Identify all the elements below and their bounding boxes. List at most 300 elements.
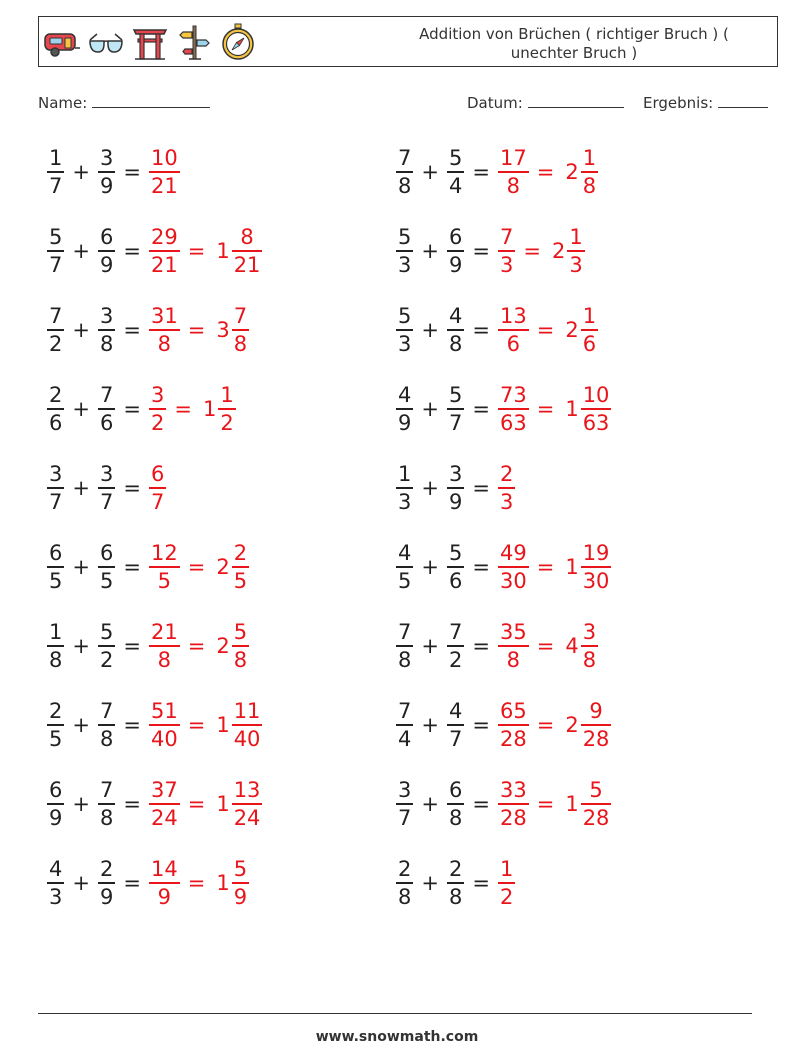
denominator: 4 — [448, 173, 463, 198]
denominator: 8 — [448, 331, 463, 356]
answer-fraction — [149, 540, 180, 594]
denominator: 63 — [582, 410, 610, 435]
numerator: 2 — [233, 541, 248, 566]
addend-fraction — [447, 224, 464, 278]
name-label: Name: — [38, 94, 88, 112]
denominator: 3 — [499, 489, 514, 514]
mixed-fraction — [232, 224, 263, 278]
equals-sign: = — [187, 792, 206, 816]
addend-fraction — [447, 540, 464, 594]
problem-item — [395, 851, 516, 915]
denominator: 9 — [99, 173, 114, 198]
numerator: 2 — [398, 857, 412, 882]
equals-sign: = — [123, 634, 141, 658]
numerator: 5 — [49, 225, 63, 250]
equals-sign: = — [536, 318, 555, 342]
denominator: 8 — [506, 647, 521, 672]
equals-sign: = — [523, 239, 541, 263]
equals-sign: = — [123, 239, 141, 263]
equals-sign: = — [536, 713, 555, 737]
answer-fraction — [149, 224, 180, 278]
mixed-whole: 1 — [216, 792, 230, 816]
denominator: 9 — [233, 884, 248, 909]
addend-fraction — [47, 540, 64, 594]
denominator: 8 — [582, 173, 597, 198]
numerator: 1 — [582, 304, 597, 329]
equals-sign: = — [472, 397, 490, 421]
answer-fraction — [149, 461, 166, 515]
numerator: 19 — [582, 541, 610, 566]
problem-item — [46, 219, 263, 283]
plus-sign: + — [421, 318, 439, 342]
problem-item — [395, 456, 516, 520]
addend-fraction — [396, 856, 413, 910]
answer-fraction — [498, 461, 515, 515]
equals-sign: = — [472, 239, 490, 263]
numerator: 7 — [99, 778, 114, 803]
denominator: 28 — [582, 726, 610, 751]
numerator: 5 — [448, 541, 463, 566]
denominator: 9 — [99, 252, 114, 277]
numerator: 4 — [448, 699, 463, 724]
numerator: 6 — [448, 778, 463, 803]
numerator: 7 — [49, 304, 63, 329]
addend-fraction — [447, 777, 464, 831]
problem-item — [395, 772, 612, 836]
denominator: 2 — [99, 647, 114, 672]
denominator: 3 — [49, 884, 63, 909]
mixed-whole: 1 — [216, 713, 230, 737]
addend-fraction — [396, 777, 413, 831]
addend-fraction — [47, 461, 64, 515]
numerator: 17 — [499, 146, 527, 171]
addend-fraction — [447, 619, 464, 673]
mixed-fraction — [232, 619, 249, 673]
denominator: 8 — [506, 173, 521, 198]
mixed-whole: 2 — [216, 555, 230, 579]
numerator: 13 — [233, 778, 261, 803]
plus-sign: + — [72, 318, 90, 342]
numerator: 2 — [499, 462, 514, 487]
denominator: 9 — [448, 489, 463, 514]
plus-sign: + — [72, 239, 90, 263]
equals-sign: = — [472, 160, 490, 184]
mixed-whole: 1 — [565, 792, 579, 816]
denominator: 8 — [398, 173, 412, 198]
signpost-icon — [175, 22, 213, 62]
numerator: 3 — [99, 462, 114, 487]
numerator: 6 — [150, 462, 165, 487]
denominator: 3 — [398, 489, 412, 514]
mixed-fraction — [232, 856, 249, 910]
denominator: 8 — [49, 647, 63, 672]
numerator: 6 — [49, 778, 63, 803]
addend-fraction — [98, 382, 115, 436]
answer-fraction — [149, 698, 180, 752]
answer-fraction — [149, 619, 180, 673]
name-blank[interactable] — [92, 95, 210, 108]
mixed-whole: 2 — [565, 160, 579, 184]
numerator: 33 — [499, 778, 527, 803]
denominator: 8 — [157, 331, 172, 356]
equals-sign: = — [536, 634, 555, 658]
numerator: 1 — [49, 146, 63, 171]
worksheet-header — [38, 16, 778, 67]
problem-item — [46, 456, 167, 520]
denominator: 8 — [448, 884, 463, 909]
equals-sign: = — [536, 555, 555, 579]
denominator: 7 — [398, 805, 412, 830]
equals-sign: = — [174, 397, 192, 421]
denominator: 40 — [233, 726, 261, 751]
mixed-whole: 2 — [565, 713, 579, 737]
answer-fraction — [498, 698, 529, 752]
numerator: 7 — [398, 699, 412, 724]
denominator: 8 — [398, 884, 412, 909]
problem-item — [46, 377, 237, 441]
plus-sign: + — [421, 713, 439, 737]
problem-item — [395, 140, 599, 204]
denominator: 8 — [157, 647, 172, 672]
denominator: 8 — [233, 331, 248, 356]
numerator: 5 — [99, 620, 114, 645]
header-icons — [43, 22, 257, 62]
numerator: 4 — [49, 857, 63, 882]
date-field[interactable] — [467, 94, 624, 112]
numerator: 13 — [499, 304, 527, 329]
numerator: 5 — [448, 146, 463, 171]
sunglasses-icon — [87, 22, 125, 62]
compass-icon — [219, 22, 257, 62]
answer-fraction — [149, 777, 180, 831]
plus-sign: + — [72, 713, 90, 737]
answer-fraction — [498, 303, 529, 357]
numerator: 10 — [582, 383, 610, 408]
addend-fraction — [396, 461, 413, 515]
numerator: 5 — [233, 857, 248, 882]
numerator: 4 — [398, 383, 412, 408]
numerator: 73 — [499, 383, 527, 408]
plus-sign: + — [421, 792, 439, 816]
denominator: 24 — [233, 805, 261, 830]
plus-sign: + — [421, 239, 439, 263]
denominator: 5 — [49, 568, 63, 593]
addend-fraction — [396, 698, 413, 752]
answer-fraction — [498, 224, 515, 278]
date-label: Datum: — [467, 94, 523, 112]
addend-fraction — [47, 145, 64, 199]
problem-item — [46, 140, 181, 204]
denominator: 30 — [499, 568, 527, 593]
mixed-fraction — [581, 382, 612, 436]
equals-sign: = — [123, 160, 141, 184]
equals-sign: = — [536, 792, 555, 816]
denominator: 28 — [499, 726, 527, 751]
problem-item — [46, 298, 250, 362]
denominator: 6 — [506, 331, 521, 356]
equals-sign: = — [472, 318, 490, 342]
denominator: 8 — [99, 726, 114, 751]
numerator: 6 — [49, 541, 63, 566]
mixed-whole: 4 — [565, 634, 579, 658]
numerator: 31 — [150, 304, 178, 329]
problem-item — [395, 693, 612, 757]
plus-sign: + — [72, 555, 90, 579]
numerator: 5 — [589, 778, 603, 803]
result-label: Ergebnis: — [643, 94, 714, 112]
equals-sign: = — [472, 555, 490, 579]
denominator: 2 — [220, 410, 234, 435]
mixed-fraction — [581, 619, 598, 673]
equals-sign: = — [536, 397, 555, 421]
plus-sign: + — [421, 634, 439, 658]
denominator: 4 — [398, 726, 412, 751]
denominator: 6 — [448, 568, 463, 593]
denominator: 5 — [233, 568, 248, 593]
denominator: 28 — [582, 805, 610, 830]
equals-sign: = — [187, 871, 206, 895]
plus-sign: + — [421, 871, 439, 895]
equals-sign: = — [187, 555, 206, 579]
problem-item — [395, 535, 612, 599]
denominator: 8 — [398, 647, 412, 672]
denominator: 6 — [99, 410, 114, 435]
addend-fraction — [98, 461, 115, 515]
plus-sign: + — [72, 476, 90, 500]
addend-fraction — [47, 303, 64, 357]
mixed-fraction — [581, 777, 612, 831]
addend-fraction — [98, 540, 115, 594]
numerator: 3 — [99, 146, 114, 171]
numerator: 2 — [49, 699, 63, 724]
denominator: 7 — [99, 489, 114, 514]
denominator: 21 — [150, 252, 178, 277]
date-blank[interactable] — [528, 95, 624, 108]
addend-fraction — [447, 698, 464, 752]
numerator: 2 — [49, 383, 63, 408]
denominator: 24 — [150, 805, 178, 830]
mixed-whole: 1 — [216, 871, 230, 895]
plus-sign: + — [72, 160, 90, 184]
numerator: 49 — [499, 541, 527, 566]
equals-sign: = — [536, 160, 555, 184]
addend-fraction — [98, 777, 115, 831]
denominator: 40 — [150, 726, 178, 751]
denominator: 7 — [448, 726, 463, 751]
mixed-fraction — [581, 145, 598, 199]
denominator: 3 — [569, 252, 583, 277]
equals-sign: = — [472, 871, 490, 895]
problem-item — [395, 219, 586, 283]
numerator: 6 — [448, 225, 463, 250]
denominator: 8 — [582, 647, 597, 672]
denominator: 9 — [157, 884, 172, 909]
equals-sign: = — [187, 239, 206, 263]
denominator: 21 — [150, 173, 178, 198]
numerator: 6 — [99, 225, 114, 250]
answer-fraction — [149, 303, 180, 357]
denominator: 28 — [499, 805, 527, 830]
addend-fraction — [447, 856, 464, 910]
denominator: 7 — [49, 489, 63, 514]
plus-sign: + — [421, 555, 439, 579]
denominator: 8 — [448, 805, 463, 830]
numerator: 8 — [240, 225, 254, 250]
result-blank[interactable] — [718, 95, 768, 108]
numerator: 3 — [99, 304, 114, 329]
equals-sign: = — [472, 634, 490, 658]
problem-item — [46, 614, 250, 678]
denominator: 9 — [99, 884, 114, 909]
denominator: 21 — [233, 252, 261, 277]
numerator: 3 — [398, 778, 412, 803]
numerator: 7 — [448, 620, 463, 645]
numerator: 4 — [398, 541, 412, 566]
numerator: 4 — [448, 304, 463, 329]
answer-fraction — [498, 856, 515, 910]
denominator: 8 — [233, 647, 248, 672]
addend-fraction — [47, 619, 64, 673]
numerator: 3 — [150, 383, 165, 408]
mixed-fraction — [581, 698, 612, 752]
addend-fraction — [47, 698, 64, 752]
numerator: 65 — [499, 699, 527, 724]
numerator: 1 — [398, 462, 412, 487]
addend-fraction — [98, 145, 115, 199]
answer-fraction — [149, 856, 180, 910]
equals-sign: = — [123, 871, 141, 895]
answer-fraction — [498, 145, 529, 199]
mixed-whole: 1 — [565, 555, 579, 579]
denominator: 30 — [582, 568, 610, 593]
addend-fraction — [447, 461, 464, 515]
numerator: 29 — [150, 225, 178, 250]
mixed-whole: 1 — [216, 239, 230, 263]
denominator: 3 — [398, 252, 412, 277]
denominator: 3 — [398, 331, 412, 356]
numerator: 1 — [582, 146, 597, 171]
numerator: 7 — [398, 146, 412, 171]
addend-fraction — [447, 303, 464, 357]
numerator: 12 — [150, 541, 178, 566]
numerator: 1 — [220, 383, 234, 408]
equals-sign: = — [187, 713, 206, 737]
answer-fraction — [149, 382, 166, 436]
equals-sign: = — [472, 476, 490, 500]
mixed-fraction — [232, 698, 263, 752]
equals-sign: = — [187, 318, 206, 342]
numerator: 1 — [499, 857, 514, 882]
mixed-whole: 1 — [202, 397, 217, 421]
mixed-fraction — [218, 382, 235, 436]
denominator: 8 — [99, 805, 114, 830]
denominator: 9 — [398, 410, 412, 435]
equals-sign: = — [123, 792, 141, 816]
denominator: 7 — [49, 252, 63, 277]
problem-item — [46, 772, 263, 836]
denominator: 9 — [448, 252, 463, 277]
numerator: 37 — [150, 778, 178, 803]
numerator: 1 — [569, 225, 583, 250]
addend-fraction — [47, 856, 64, 910]
mixed-whole: 3 — [216, 318, 230, 342]
denominator: 6 — [582, 331, 597, 356]
numerator: 14 — [150, 857, 178, 882]
denominator: 3 — [499, 252, 514, 277]
problem-item — [395, 377, 612, 441]
plus-sign: + — [72, 397, 90, 421]
denominator: 6 — [49, 410, 63, 435]
problem-item — [46, 693, 263, 757]
numerator: 2 — [99, 857, 114, 882]
equals-sign: = — [123, 476, 141, 500]
addend-fraction — [47, 777, 64, 831]
numerator: 10 — [150, 146, 178, 171]
addend-fraction — [396, 303, 413, 357]
equals-sign: = — [123, 318, 141, 342]
torii-gate-icon — [131, 22, 169, 62]
mixed-whole: 2 — [551, 239, 566, 263]
denominator: 5 — [49, 726, 63, 751]
answer-fraction — [498, 382, 529, 436]
numerator: 7 — [99, 699, 114, 724]
addend-fraction — [98, 698, 115, 752]
plus-sign: + — [72, 871, 90, 895]
denominator: 2 — [150, 410, 165, 435]
numerator: 5 — [398, 225, 412, 250]
problem-item — [395, 298, 599, 362]
answer-fraction — [498, 619, 529, 673]
numerator: 6 — [99, 541, 114, 566]
plus-sign: + — [72, 634, 90, 658]
addend-fraction — [396, 224, 413, 278]
worksheet-title: Addition von Brüchen ( richtiger Bruch ) ( unechter Bruch ) — [419, 25, 729, 62]
numerator: 7 — [99, 383, 114, 408]
denominator: 8 — [99, 331, 114, 356]
numerator: 21 — [150, 620, 178, 645]
answer-fraction — [498, 540, 529, 594]
numerator: 9 — [589, 699, 603, 724]
mixed-fraction — [581, 303, 598, 357]
plus-sign: + — [421, 476, 439, 500]
result-field[interactable] — [643, 94, 768, 112]
numerator: 5 — [398, 304, 412, 329]
addend-fraction — [396, 619, 413, 673]
mixed-fraction — [232, 303, 249, 357]
name-field[interactable] — [38, 94, 210, 112]
equals-sign: = — [472, 713, 490, 737]
numerator: 7 — [233, 304, 248, 329]
numerator: 35 — [499, 620, 527, 645]
mixed-whole: 2 — [565, 318, 579, 342]
caravan-icon — [43, 22, 81, 62]
mixed-fraction — [581, 540, 612, 594]
addend-fraction — [47, 382, 64, 436]
footer-url: www.snowmath.com — [315, 1029, 479, 1045]
numerator: 11 — [233, 699, 261, 724]
denominator: 7 — [49, 173, 63, 198]
problem-item — [46, 535, 250, 599]
answer-fraction — [149, 145, 180, 199]
addend-fraction — [98, 224, 115, 278]
numerator: 7 — [398, 620, 412, 645]
plus-sign: + — [72, 792, 90, 816]
equals-sign: = — [123, 555, 141, 579]
addend-fraction — [98, 619, 115, 673]
numerator: 5 — [233, 620, 248, 645]
numerator: 51 — [150, 699, 178, 724]
addend-fraction — [396, 540, 413, 594]
